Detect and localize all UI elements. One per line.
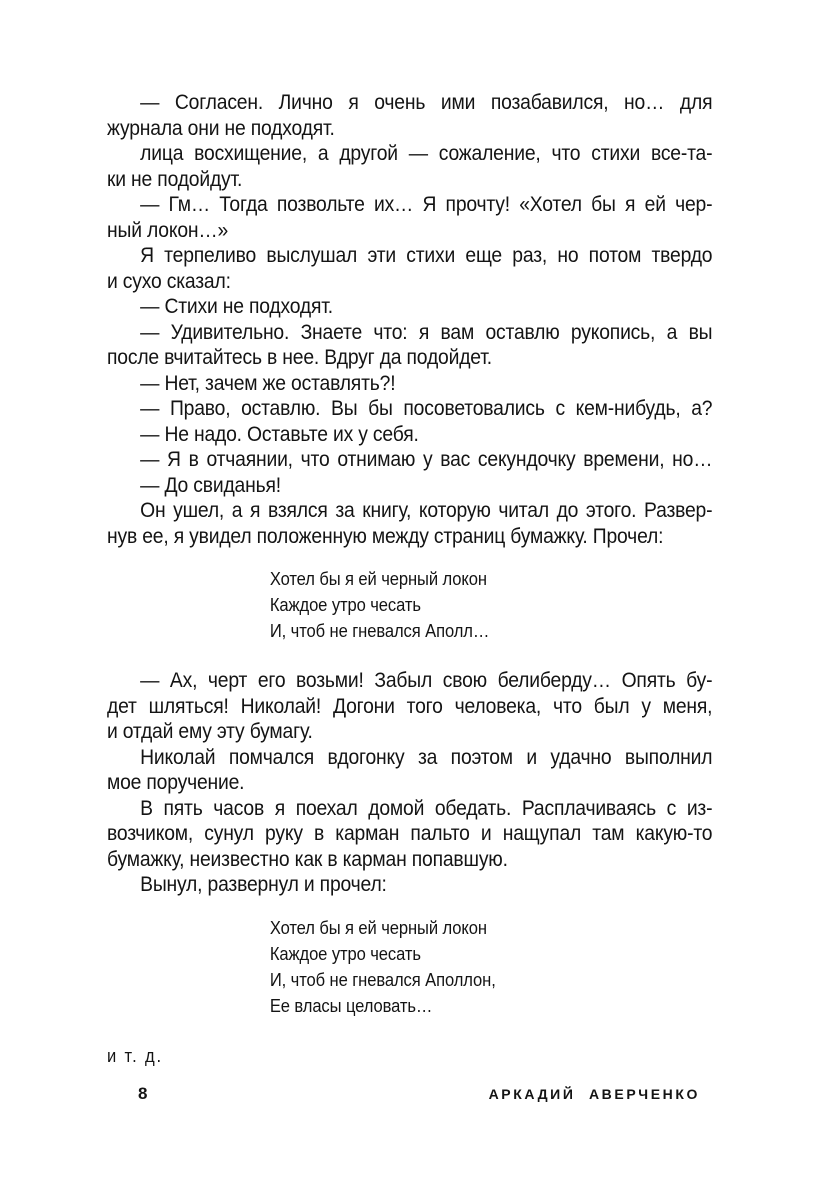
text-line: — Удивительно. Знаете что: я вам оставлю рукопись, а вы	[140, 320, 713, 344]
etc-note	[107, 1043, 712, 1069]
verse-block	[270, 915, 713, 1019]
text-line: И, чтоб не гневался Аполлон,	[269, 969, 496, 990]
text-line: мое поручение.	[107, 771, 245, 794]
text-line: Хотел бы я ей черный локон	[269, 917, 487, 938]
paragraph	[107, 320, 712, 371]
text-line: ный локон…»	[107, 218, 229, 242]
text-line: Он ушел, а я взялся за книгу, которую читал до этого. Развер-	[140, 499, 713, 522]
paragraph	[107, 371, 712, 397]
text-line: — Не надо. Оставьте их у себя.	[140, 422, 419, 446]
text-line: Вынул, развернул и прочел:	[140, 873, 387, 896]
paragraph	[107, 796, 712, 873]
paragraph	[107, 872, 712, 898]
paragraph	[107, 745, 712, 796]
text-line: — До свиданья!	[140, 473, 281, 497]
text-line: Каждое утро чесать	[269, 943, 421, 964]
text-line: журнала они не подходят.	[107, 116, 335, 140]
text-line: дет шляться! Николай! Догони того человека, что был у меня,	[107, 694, 713, 718]
text-line: В пять часов я поехал домой обедать. Расплачиваясь с из-	[140, 796, 713, 820]
text-line: лица восхищение, а другой — сожаление, что стихи все-та-	[140, 142, 713, 165]
paragraph	[107, 447, 712, 473]
paragraph	[107, 141, 712, 192]
text-line: и т. д.	[107, 1045, 163, 1066]
paragraph	[107, 294, 712, 320]
text-line: Хотел бы я ей черный локон	[269, 569, 487, 589]
text-line: — Нет, зачем же оставлять?!	[140, 371, 396, 395]
text-line: — Право, оставлю. Вы бы посоветовались с кем-нибудь, а?	[140, 397, 713, 420]
paragraph	[107, 396, 712, 422]
text-line: — Я в отчаянии, что отнимаю у вас секундочку времени, но…	[140, 448, 713, 471]
verse-block	[270, 566, 713, 644]
text-line: — Стихи не подходят.	[140, 295, 333, 318]
text-line: бумажку, неизвестно как в карман попавшую.	[107, 847, 508, 871]
text-line: и отдай ему эту бумагу.	[107, 720, 313, 743]
text-line: Я терпеливо выслушал эти стихи еще раз, но потом твердо	[140, 244, 713, 267]
page-number: 8	[138, 1084, 148, 1103]
paragraph	[107, 192, 712, 243]
text-line: ки не подойдут.	[107, 167, 243, 191]
text-line: и сухо сказал:	[107, 269, 231, 293]
text-line: — Гм… Тогда позвольте их… Я прочту! «Хотел бы я ей чер-	[140, 193, 713, 216]
text-line: Ее власы целовать…	[269, 995, 433, 1016]
text-line: — Согласен. Лично я очень ими позабавился, но… для	[140, 91, 713, 114]
paragraph	[107, 90, 712, 141]
paragraph	[107, 473, 712, 499]
paragraph	[107, 498, 712, 549]
paragraph	[107, 422, 712, 448]
text-line: Каждое утро чесать	[269, 595, 421, 615]
text-line: после вчитайтесь в нее. Вдруг да подойдет.	[107, 346, 492, 369]
paragraph	[107, 243, 712, 294]
text-line: нув ее, я увидел положенную между страниц бумажку. Прочел:	[107, 524, 664, 548]
text-line: И, чтоб не гневался Аполл…	[269, 621, 490, 641]
text-line: возчиком, сунул руку в карман пальто и нащупал там какую-то	[107, 822, 713, 845]
text-line: — Ах, черт его возьми! Забыл свою белиберду… Опять бу-	[140, 669, 713, 692]
page-text	[107, 90, 712, 1069]
text-line: Николай помчался вдогонку за поэтом и удачно выполнил	[140, 745, 713, 769]
page-footer	[107, 1084, 712, 1104]
running-title: АРКАДИЙ АВЕРЧЕНКО	[488, 1086, 700, 1102]
paragraph	[107, 668, 712, 745]
